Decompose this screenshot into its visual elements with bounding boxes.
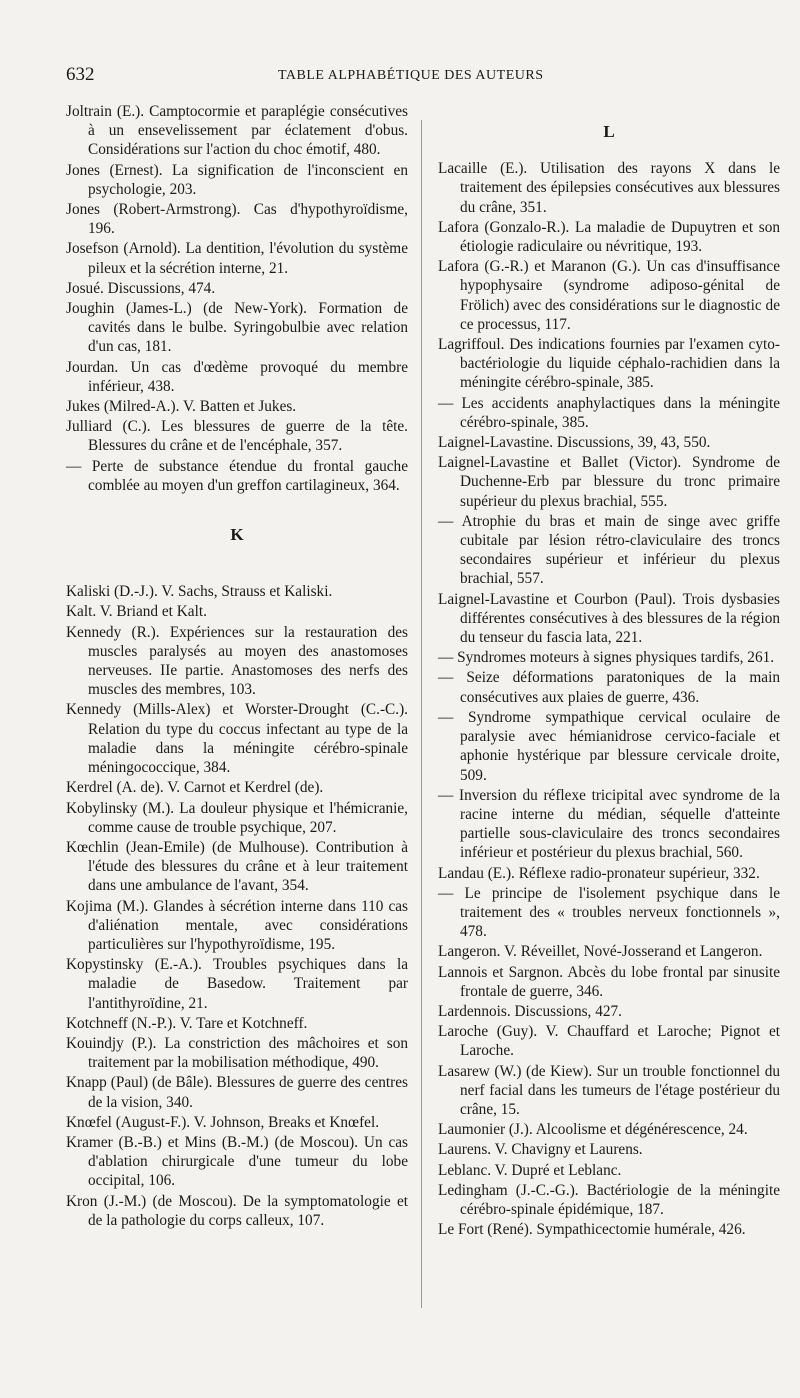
index-entry: Kron (J.-M.) (de Moscou). De la symptomatologie et de la pathologie du corps calleux, 107. — [66, 1192, 408, 1229]
index-entry: Kalt. V. Briand et Kalt. — [66, 603, 207, 621]
index-entry: — Perte de substance étendue du frontal gauche comblée au moyen d'un greffon cartilagineux, 364. — [66, 457, 408, 494]
index-entry: Landau (E.). Réflexe radio-pronateur supérieur, 332. — [438, 864, 760, 882]
index-entry: Lasarew (W.) (de Kiew). Sur un trouble fonctionnel du nerf facial dans les tumeurs de l'étage postérieur du crâne, 15. — [438, 1062, 780, 1118]
index-entry: Ledingham (J.-C.-G.). Bactériologie de la méningite cérébro-spinale épidémique, 187. — [438, 1181, 780, 1218]
index-entry: Kopystinsky (E.-A.). Troubles psychiques dans la maladie de Basedow. Traitement par l'antithyroïdine, 21. — [66, 956, 408, 1012]
index-entry: Lannois et Sargnon. Abcès du lobe frontal par sinusite frontale de guerre, 346. — [438, 963, 780, 1000]
index-entry: Lacaille (E.). Utilisation des rayons X dans le traitement des épilepsies consécutives aux blessures du crâne, 351. — [438, 160, 780, 216]
index-entry: Laignel-Lavastine. Discussions, 39, 43, 550. — [438, 434, 711, 452]
index-entry: Joughin (James-L.) (de New-York). Formation de cavités dans le bulbe. Syringobulbie avec relation d'un cas, 181. — [66, 300, 408, 356]
index-entry: Julliard (C.). Les blessures de guerre de la tête. Blessures du crâne et de l'encéphale, 357. — [66, 418, 408, 455]
index-entry: Joltrain (E.). Camptocormie et paraplégie consécutives à un ensevelissement par éclatement d'obus. Considérations sur l'action du choc émotif, 480. — [66, 103, 408, 159]
column-divider — [421, 120, 422, 1308]
index-entry: — Les accidents anaphylactiques dans la méningite cérébro-spinale, 385. — [438, 394, 780, 431]
index-entry: Knapp (Paul) (de Bâle). Blessures de guerre des centres de la vision, 340. — [66, 1074, 408, 1111]
index-entry: Kaliski (D.-J.). V. Sachs, Strauss et Kaliski. — [66, 583, 333, 601]
index-entry: Kouindjy (P.). La constriction des mâchoires et son traitement par la mobilisation méthodique, 490. — [66, 1034, 408, 1072]
index-entry: Lafora (Gonzalo-R.). La maladie de Dupuytren et son étiologie radiculaire ou névritique, 193. — [438, 218, 780, 256]
index-entry: Lardennois. Discussions, 427. — [438, 1002, 622, 1020]
page-header — [66, 60, 770, 90]
index-entry: Laurens. V. Chavigny et Laurens. — [438, 1141, 643, 1159]
index-entry: — Atrophie du bras et main de singe avec griffe cubitale par lésion rétro-claviculaire des troncs secondaires supérieur et inférieur du plexus brachial, 557. — [438, 512, 780, 588]
index-entry: Kramer (B.-B.) et Mins (B.-M.) (de Moscou). Un cas d'ablation chirurgicale d'une tumeur du lobe occipital, 106. — [66, 1133, 408, 1190]
index-entry: — Le principe de l'isolement psychique dans le traitement des « troubles nerveux fonctionnels », 478. — [438, 884, 780, 941]
index-entry: Le Fort (René). Sympathicectomie humérale, 426. — [438, 1221, 746, 1239]
index-entry: Kotchneff (N.-P.). V. Tare et Kotchneff. — [66, 1014, 308, 1032]
index-entry: — Syndrome sympathique cervical oculaire de paralysie avec hémianidrose cervico-faciale et aphonie hystérique par blessure cervicale droite, 509. — [438, 708, 780, 784]
index-entry: Kœchlin (Jean-Emile) (de Mulhouse). Contribution à l'étude des blessures du crâne et à leur traitement dans une ambulance de l'avant, 354. — [66, 838, 408, 895]
index-entry: Kobylinsky (M.). La douleur physique et l'hémicranie, comme cause de trouble psychique, 207. — [66, 799, 408, 836]
index-entry: Lafora (G.-R.) et Maranon (G.). Un cas d'insuffisance hypophysaire (syndrome adiposo-génital de Frölich) avec des considérations sur le diagnostic de ce processus, 117. — [438, 258, 780, 333]
index-entry: Josefson (Arnold). La dentition, l'évolution du système pileux et la sécrétion interne, 21. — [66, 240, 408, 277]
index-entry: Laumonier (J.). Alcoolisme et dégénérescence, 24. — [438, 1121, 748, 1139]
index-entry: Jones (Ernest). La signification de l'inconscient en psychologie, 203. — [66, 161, 408, 198]
left-column — [66, 102, 408, 1231]
index-entry: Laignel-Lavastine et Ballet (Victor). Syndrome de Duchenne-Erb par blessure du tronc primaire supérieur du plexus brachial, 555. — [438, 454, 780, 510]
index-entry: Lagriffoul. Des indications fournies par l'examen cyto-bactériologie du liquide céphalo-rachidien dans la méningite cérébro-spinale, 385. — [438, 336, 780, 392]
index-entry: Kerdrel (A. de). V. Carnot et Kerdrel (de). — [66, 779, 324, 797]
index-entry: Langeron. V. Réveillet, Nové-Josserand et Langeron. — [438, 943, 763, 961]
index-entry: Kojima (M.). Glandes à sécrétion interne dans 110 cas d'aliénation mentale, avec considérations particulières sur l'hypothyroïdisme, 195. — [66, 897, 408, 953]
section-letter: K — [230, 525, 244, 545]
running-title: TABLE ALPHABÉTIQUE DES AUTEURS — [278, 68, 544, 83]
index-entry: — Inversion du réflexe tricipital avec syndrome de la racine interne du médian, séquelle d'atteinte partielle sous-claviculaire des troncs secondaires inférieur et postérieur du plexus brachial, 560. — [438, 786, 780, 862]
right-column — [438, 102, 780, 1240]
index-entry: Jourdan. Un cas d'œdème provoqué du membre inférieur, 438. — [66, 358, 408, 395]
index-entry: — Syndromes moteurs à signes physiques tardifs, 261. — [438, 649, 775, 667]
index-entry: Laroche (Guy). V. Chauffard et Laroche; Pignot et Laroche. — [438, 1023, 780, 1060]
index-entry: Knœfel (August-F.). V. Johnson, Breaks et Knœfel. — [66, 1113, 380, 1131]
index-entry: Kennedy (R.). Expériences sur la restauration des muscles paralysés au moyen des anastomoses nerveuses. IIe partie. Anastomoses des nerfs des muscles des membres, 103. — [66, 623, 408, 699]
index-entry: Jones (Robert-Armstrong). Cas d'hypothyroïdisme, 196. — [66, 201, 408, 238]
index-entry: Leblanc. V. Dupré et Leblanc. — [438, 1161, 622, 1179]
index-entry: Laignel-Lavastine et Courbon (Paul). Trois dysbasies différentes consécutives à des blessures de la région du tenseur du fascia lata, 221. — [438, 590, 780, 647]
section-letter: L — [603, 122, 615, 141]
index-entry: Kennedy (Mills-Alex) et Worster-Drought (C.-C.). Relation du type du coccus infectant au type de la maladie dans la méningite cérébro-spinale méningococcique, 384. — [66, 701, 408, 777]
index-entry: Jukes (Milred-A.). V. Batten et Jukes. — [66, 398, 297, 416]
page-number: 632 — [66, 64, 95, 85]
index-entry: — Seize déformations paratoniques de la main consécutives aux plaies de guerre, 436. — [438, 669, 780, 706]
index-entry: Josué. Discussions, 474. — [66, 279, 216, 297]
